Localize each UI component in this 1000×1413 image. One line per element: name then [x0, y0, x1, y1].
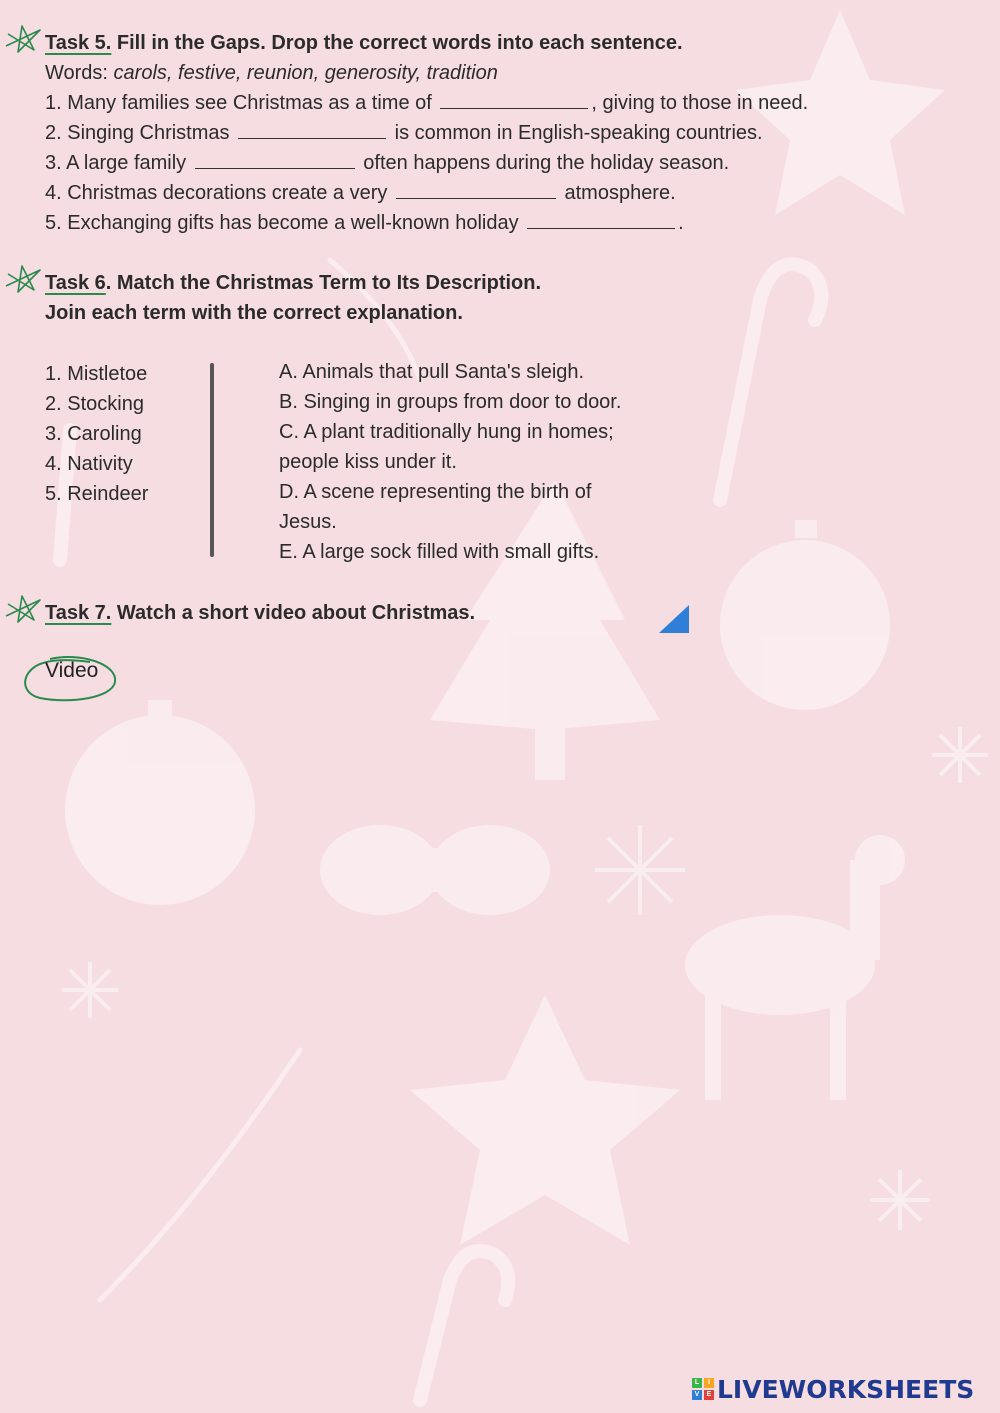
sentence-text: 3. A large family — [45, 152, 192, 174]
gap-drop-zone-2[interactable] — [238, 120, 386, 139]
gap-drop-zone-1[interactable] — [440, 90, 588, 109]
brand-name: LIVEWORKSHEETS — [717, 1374, 975, 1404]
description-item[interactable]: E. A large sock filled with small gifts. — [279, 541, 600, 563]
logo-letter: E — [704, 1390, 714, 1400]
logo-letter: L — [692, 1378, 702, 1388]
task5-sentence-4 — [45, 180, 676, 206]
description-item[interactable]: B. Singing in groups from door to door. — [279, 391, 622, 413]
liveworksheets-brand — [692, 1374, 974, 1404]
description-item[interactable]: A. Animals that pull Santa's sleigh. — [279, 361, 585, 383]
gap-drop-zone-3[interactable] — [195, 150, 355, 169]
liveworksheets-logo-icon — [692, 1378, 714, 1400]
description-item[interactable]: people kiss under it. — [279, 451, 457, 473]
term-item[interactable]: 1. Mistletoe — [45, 363, 148, 385]
task5-number: Task 5. — [45, 32, 112, 54]
sentence-text: 5. Exchanging gifts has become a well-known holiday — [45, 212, 525, 234]
task6-heading — [45, 270, 541, 296]
terms-list — [45, 359, 148, 509]
sentence-text: . — [678, 212, 684, 234]
description-item[interactable]: Jesus. — [279, 511, 337, 533]
sentence-text: is common in English-speaking countries. — [389, 122, 763, 144]
term-item[interactable]: 2. Stocking — [45, 393, 144, 415]
sentence-text: 2. Singing Christmas — [45, 122, 236, 144]
video-label: Video — [45, 659, 99, 682]
star-doodle-icon — [4, 594, 42, 624]
video-link-button[interactable] — [20, 654, 118, 704]
term-item[interactable]: 4. Nativity — [45, 453, 133, 475]
star-doodle-icon — [4, 264, 42, 294]
logo-letter: I — [704, 1378, 714, 1388]
term-item[interactable]: 5. Reindeer — [45, 483, 149, 505]
sentence-text: 4. Christmas decorations create a very — [45, 182, 393, 204]
term-item[interactable]: 3. Caroling — [45, 423, 142, 445]
task5-sentence-5 — [45, 210, 684, 236]
task5-heading — [45, 30, 683, 56]
description-item[interactable]: D. A scene representing the birth of — [279, 481, 592, 503]
gap-drop-zone-5[interactable] — [527, 210, 675, 229]
matching-divider — [210, 363, 214, 557]
task5-sentence-2 — [45, 120, 763, 146]
gap-drop-zone-4[interactable] — [396, 180, 556, 199]
task5-word-bank — [45, 60, 498, 86]
task7-heading — [45, 600, 475, 626]
descriptions-list — [279, 357, 621, 567]
blue-corner-triangle-icon[interactable] — [659, 605, 689, 633]
sentence-text: 1. Many families see Christmas as a time of — [45, 92, 438, 114]
task5-sentence-1 — [45, 90, 808, 116]
words-list: carols, festive, reunion, generosity, tradition — [113, 62, 498, 84]
task6-title: . Match the Christmas Term to Its Description. — [105, 272, 542, 294]
sentence-text: atmosphere. — [558, 182, 676, 204]
logo-letter: V — [692, 1390, 702, 1400]
task6-subtitle: Join each term with the correct explanation. — [45, 302, 463, 324]
task7-number: Task 7. — [45, 602, 112, 624]
task5-title: Fill in the Gaps. Drop the correct words into each sentence. — [111, 32, 683, 54]
sentence-text: , giving to those in need. — [591, 92, 809, 114]
star-doodle-icon — [4, 24, 42, 54]
sentence-text: often happens during the holiday season. — [357, 152, 730, 174]
task5-sentence-3 — [45, 150, 729, 176]
task6-number: Task 6 — [45, 272, 106, 294]
words-label: Words: — [45, 62, 114, 84]
task7-title: Watch a short video about Christmas. — [111, 602, 476, 624]
description-item[interactable]: C. A plant traditionally hung in homes; — [279, 421, 614, 443]
